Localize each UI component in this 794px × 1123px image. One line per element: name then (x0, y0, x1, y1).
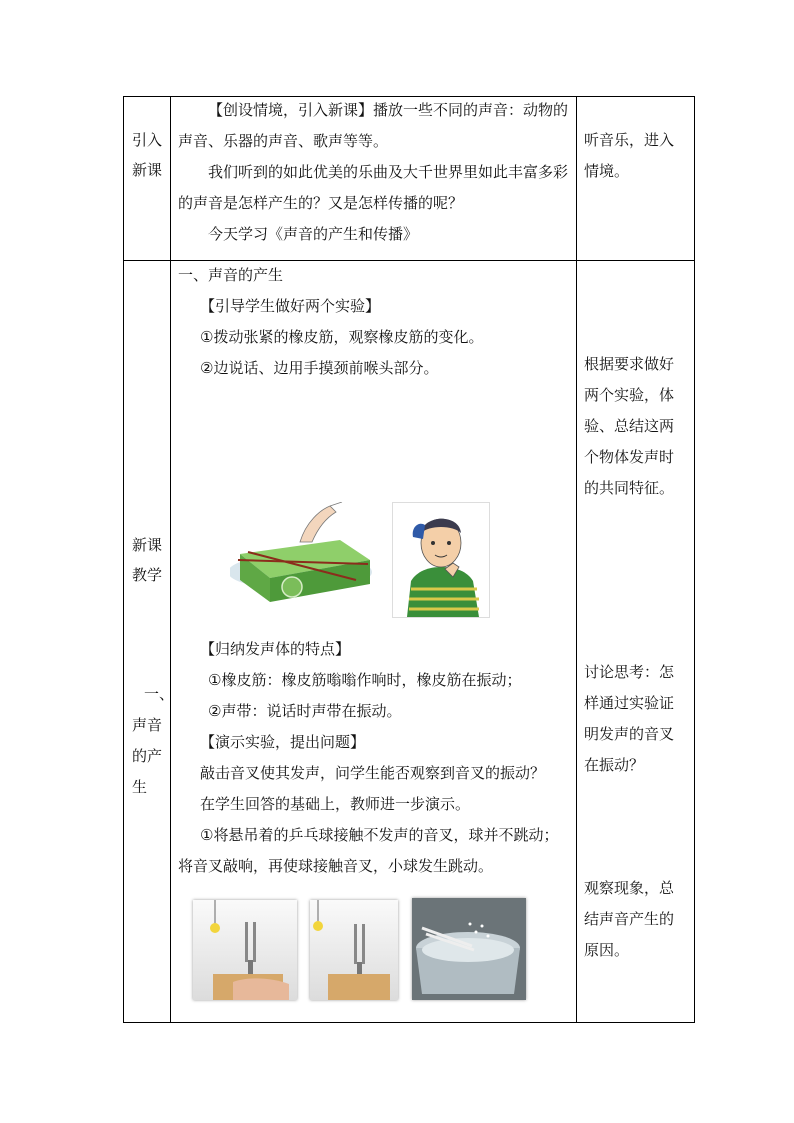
stage-label: 新课 (131, 161, 162, 179)
stage-label: 的产 (132, 747, 163, 765)
guide-title: 【引导学生做好两个实验】 (200, 297, 381, 315)
demo-title: 【演示实验，提出问题】 (200, 733, 366, 751)
paragraph: 【创设情境，引入新课】播放一些不同的声音：动物的声音、乐器的声音、歌声等等。 (178, 101, 569, 150)
student-activity-text: 观察现象，总结声音产生的原因。 (584, 879, 675, 959)
stage-label: 新课 (132, 536, 163, 554)
summary-item: ①橡皮筋：橡皮筋嗡嗡作响时，橡皮筋在振动； (208, 671, 522, 689)
demo-text: ①将悬吊着的乒乓球接触不发声的音叉，球并不跳动；将音叉敲响，再使球接触音叉，小球发生跳动。 (178, 826, 559, 875)
stage-label: 一、 (143, 685, 174, 703)
summary-item: ②声带：说话时声带在振动。 (208, 702, 402, 720)
demo-text: 敲击音叉使其发声，问学生能否观察到音叉的振动？ (200, 764, 546, 782)
student-activity-text: 讨论思考：怎样通过实验证明发声的音叉在振动？ (584, 663, 675, 774)
paragraph: 今天学习《声音的产生和传播》 (208, 225, 419, 243)
student-activity-new-lesson (577, 261, 695, 1023)
experiment-images-2 (178, 882, 572, 1012)
tuning-fork-photo-2 (310, 900, 398, 1000)
rubber-band-box-image (230, 502, 380, 612)
stage-cell-new-lesson (124, 261, 174, 1023)
stage-label: 声音 (132, 716, 163, 734)
guide-item: ②边说话、边用手摸颈前喉头部分。 (200, 359, 439, 377)
tuning-fork-photo-1 (193, 900, 297, 1000)
stage-label: 引入 (131, 131, 162, 149)
stage-label: 教学 (132, 566, 163, 584)
student-activity-text: 根据要求做好两个实验，体验、总结这两个物体发声时的共同特征。 (584, 355, 675, 497)
table-row-intro (124, 97, 695, 261)
lesson-table (123, 96, 695, 1023)
student-activity-text: 听音乐，进入情境。 (584, 131, 675, 180)
teacher-activity-new-lesson (171, 261, 577, 1023)
boy-throat-image (392, 502, 490, 618)
water-splash-photo (412, 898, 526, 1000)
demo-text: 在学生回答的基础上，教师进一步演示。 (200, 795, 471, 813)
student-activity-intro (577, 97, 695, 261)
experiment-images-1 (178, 384, 572, 634)
stage-label: 生 (132, 778, 148, 796)
stage-cell-intro (124, 97, 171, 261)
section-heading: 一、声音的产生 (178, 266, 284, 284)
guide-item: ①拨动张紧的橡皮筋，观察橡皮筋的变化。 (200, 328, 484, 346)
teacher-activity-intro (171, 97, 577, 261)
summary-title: 【归纳发声体的特点】 (200, 640, 351, 658)
paragraph: 我们听到的如此优美的乐曲及大千世界里如此丰富多彩的声音是怎样产生的？又是怎样传播的呢？ (178, 163, 569, 212)
stage-main (132, 530, 162, 590)
table-row-new-lesson (124, 261, 695, 1023)
stage-sub (124, 679, 174, 803)
